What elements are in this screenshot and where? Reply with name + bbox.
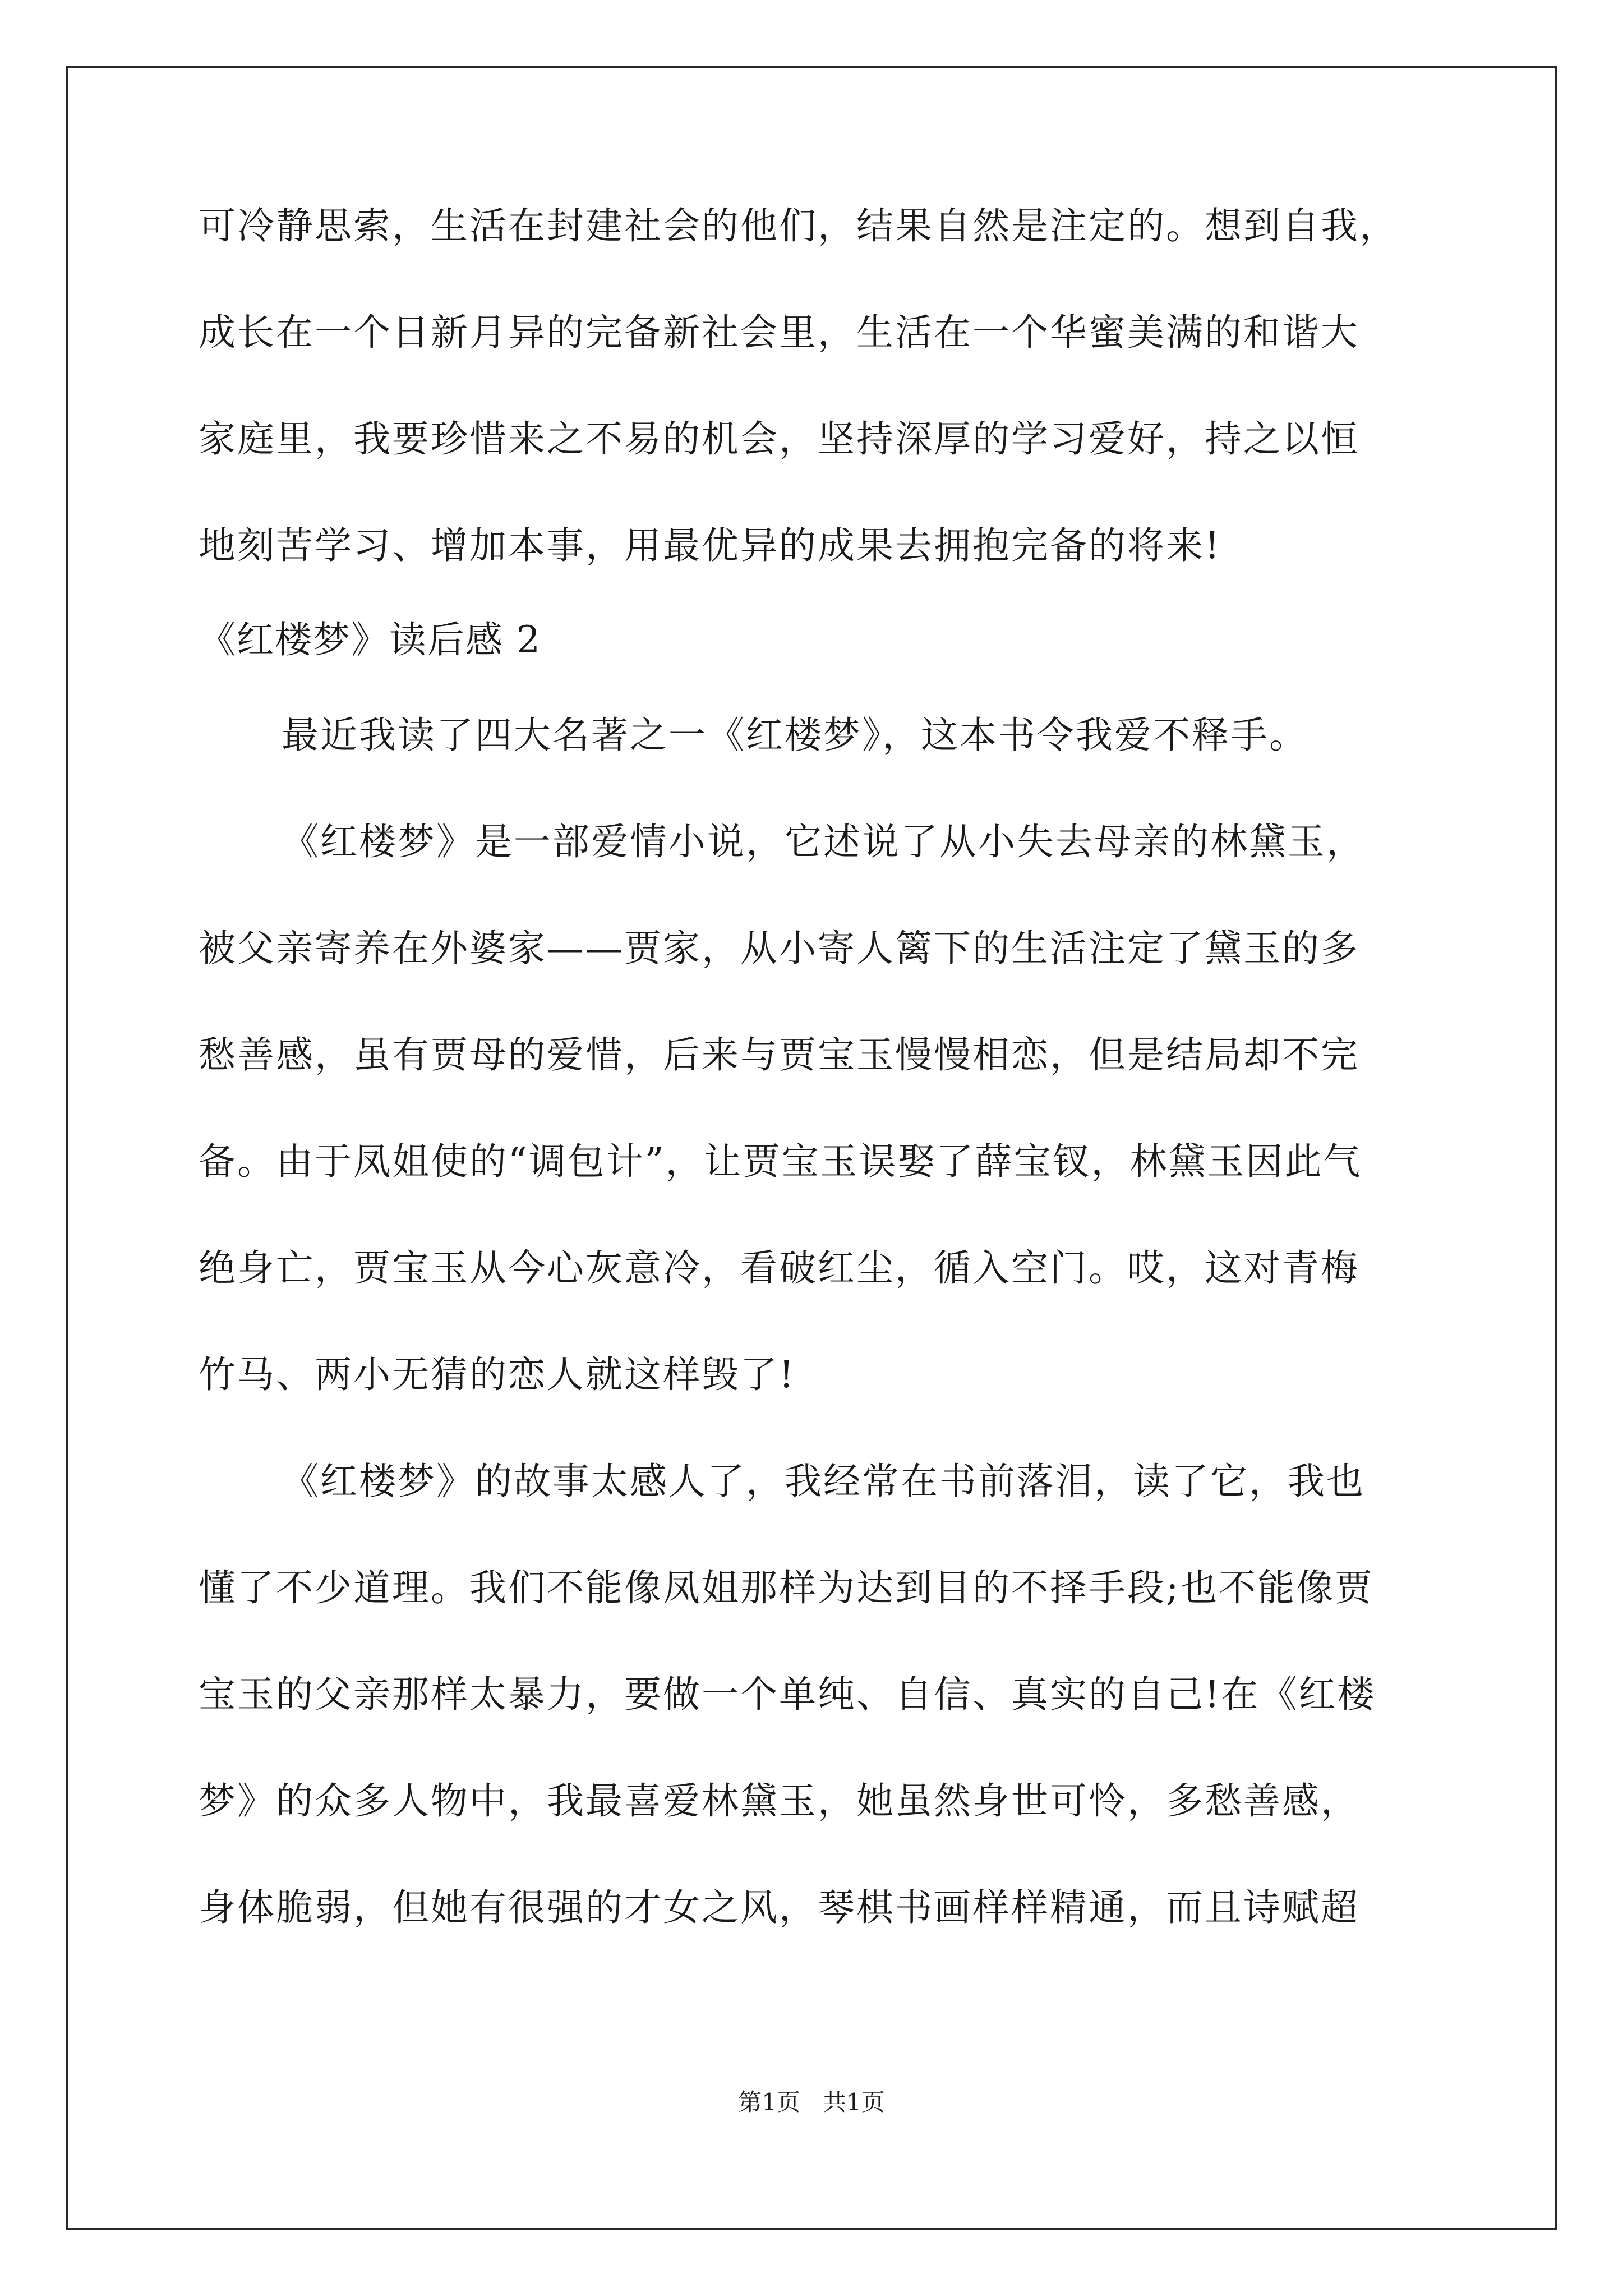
text-line: 备。由于凤姐使的“调包计”，让贾宝玉误娶了薛宝钗，林黛玉因此气: [199, 1140, 1362, 1183]
text-line: 身体脆弱，但她有很强的才女之风，琴棋书画样样精通，而且诗赋超: [199, 1886, 1359, 1929]
text-line: 《红楼梦》是一部爱情小说，它述说了从小失去母亲的林黛玉，: [282, 820, 1365, 863]
text-line: 最近我读了四大名著之一《红楼梦》，这本书令我爱不释手。: [282, 714, 1308, 757]
text-line: 梦》的众多人物中，我最喜爱林黛玉，她虽然身世可怜，多愁善感，: [199, 1779, 1359, 1823]
text-line: 成长在一个日新月异的完备新社会里，生活在一个华蜜美满的和谐大: [199, 311, 1359, 354]
text-line: 家庭里，我要珍惜来之不易的机会，坚持深厚的学习爱好，持之以恒: [199, 417, 1359, 461]
section-heading: 《红楼梦》读后感 2: [199, 618, 541, 661]
text-line: 绝身亡，贾宝玉从今心灰意冷，看破红尘，循入空门。哎，这对青梅: [199, 1246, 1359, 1290]
text-line: 《红楼梦》的故事太感人了，我经常在书前落泪，读了它，我也: [282, 1460, 1365, 1503]
text-line: 被父亲寄养在外婆家——贾家，从小寄人篱下的生活注定了黛玉的多: [199, 927, 1359, 970]
text-line: 愁善感，虽有贾母的爱惜，后来与贾宝玉慢慢相恋，但是结局却不完: [199, 1033, 1359, 1076]
text-line: 懂了不少道理。我们不能像凤姐那样为达到目的不择手段;也不能像贾: [199, 1566, 1374, 1609]
text-line: 竹马、两小无猜的恋人就这样毁了!: [199, 1353, 796, 1396]
page-number-footer: 第1页 共1页: [738, 2088, 885, 2116]
text-line: 地刻苦学习、增加本事，用最优异的成果去拥抱完备的将来!: [199, 524, 1221, 567]
text-line: 宝玉的父亲那样太暴力，要做一个单纯、自信、真实的自己!在《红楼: [199, 1673, 1376, 1716]
text-line: 可冷静思索，生活在封建社会的他们，结果自然是注定的。想到自我，: [199, 204, 1398, 247]
